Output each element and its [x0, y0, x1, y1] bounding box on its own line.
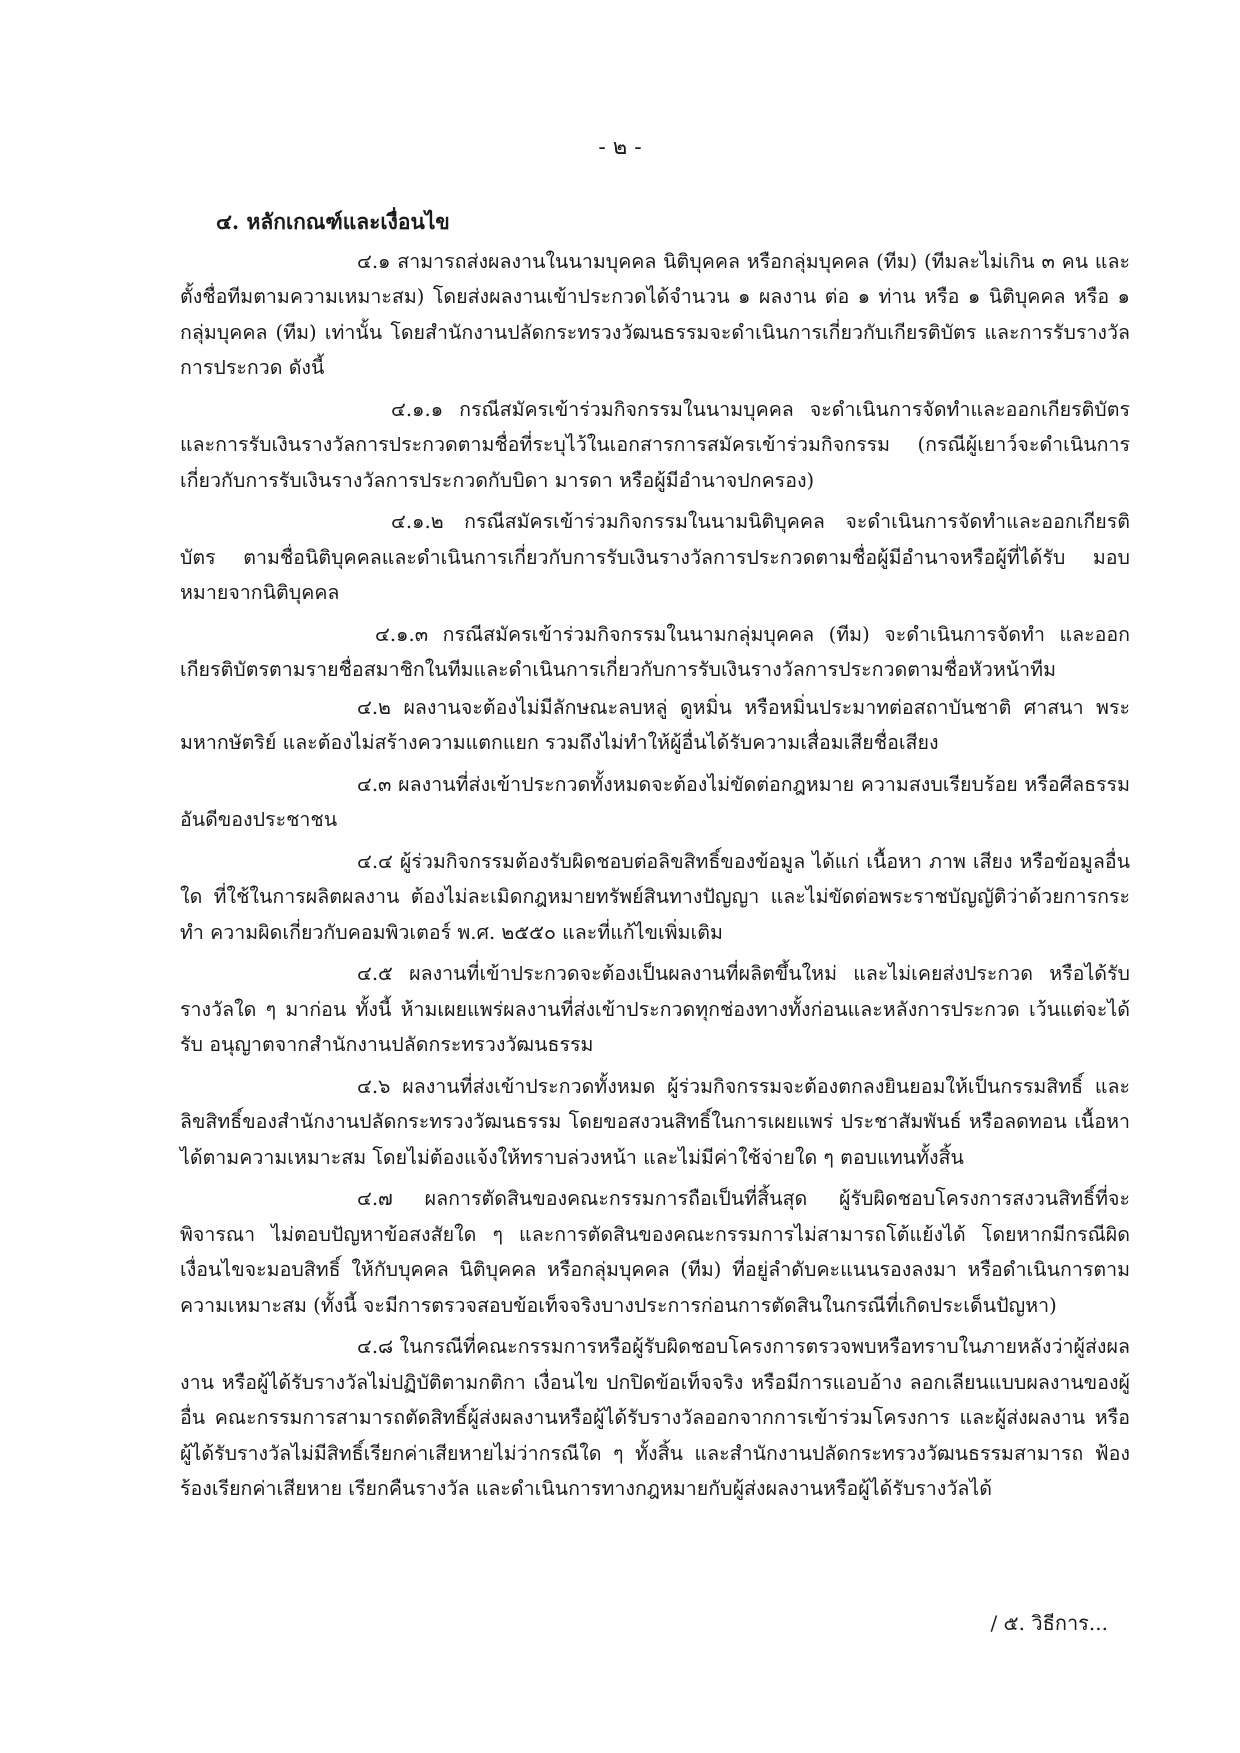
clause-4-1: ๔.๑ สามารถส่งผลงานในนามบุคคล นิติบุคคล หรือกลุ่มบุคคล (ทีม) (ทีมละไม่เกิน ๓ คน และตั้งชื่อทีมตามความเหมาะสม) โดยส่งผลงานเข้าประกวดได้จำนวน ๑ ผลงาน ต่อ ๑ ท่าน หรือ ๑ นิติบุคคล หรือ ๑ กลุ่มบุคคล (ทีม) เท่านั้น โดยสำนักงานปลัดกระทรวงวัฒนธรรมจะดำเนินการเกี่ยวกับเกียรติบัตร และการรับรางวัลการประกวด ดังนี้ [180, 249, 1130, 379]
clause-4-3: ๔.๓ ผลงานที่ส่งเข้าประกวดทั้งหมดจะต้องไม่ขัดต่อกฎหมาย ความสงบเรียบร้อย หรือศีลธรรมอันดีของประชาชน [180, 772, 1130, 831]
clause-4-1-2: ๔.๑.๒ กรณีสมัครเข้าร่วมกิจกรรมในนามนิติบุคคล จะดำเนินการจัดทำและออกเกียรติบัตร ตามชื่อนิติบุคคลและดำเนินการเกี่ยวกับการรับเงินรางวัลการประกวดตามชื่อผู้มีอำนาจหรือผู้ที่ได้รับ มอบหมายจากนิติบุคคล [180, 510, 1130, 604]
page-number: - ๒ - [598, 135, 642, 160]
clause-4-2: ๔.๒ ผลงานจะต้องไม่มีลักษณะลบหลู่ ดูหมิ่น หรือหมิ่นประมาทต่อสถาบันชาติ ศาสนา พระมหากษัตริย์ และต้องไม่สร้างความแตกแยก รวมถึงไม่ทำให้ผู้อื่นได้รับความเสื่อมเสียชื่อเสียง [180, 695, 1130, 754]
clause-4-4: ๔.๔ ผู้ร่วมกิจกรรมต้องรับผิดชอบต่อลิขสิทธิ์ของข้อมูล ได้แก่ เนื้อหา ภาพ เสียง หรือข้อมูลอื่นใด ที่ใช้ในการผลิตผลงาน ต้องไม่ละเมิดกฎหมายทรัพย์สินทางปัญญา และไม่ขัดต่อพระราชบัญญัติว่าด้วยการกระทำ ความผิดเกี่ยวกับคอมพิวเตอร์ พ.ศ. ๒๕๕๐ และที่แก้ไขเพิ่มเติม [180, 849, 1130, 944]
section-heading: ๔. หลักเกณฑ์และเงื่อนไข [216, 209, 450, 234]
clause-4-8: ๔.๘ ในกรณีที่คณะกรรมการหรือผู้รับผิดชอบโครงการตรวจพบหรือทราบในภายหลังว่าผู้ส่งผลงาน หรือผู้ได้รับรางวัลไม่ปฏิบัติตามกติกา เงื่อนไข ปกปิดข้อเท็จจริง หรือมีการแอบอ้าง ลอกเลียนแบบผลงานของผู้อื่น คณะกรรมการสามารถตัดสิทธิ์ผู้ส่งผลงานหรือผู้ได้รับรางวัลออกจากการเข้าร่วมโครงการ และผู้ส่งผลงาน หรือผู้ได้รับรางวัลไม่มีสิทธิ์เรียกค่าเสียหายไม่ว่ากรณีใด ๆ ทั้งสิ้น และสำนักงานปลัดกระทรวงวัฒนธรรมสามารถ ฟ้องร้องเรียกค่าเสียหาย เรียกคืนรางวัล และดำเนินการทางกฎหมายกับผู้ส่งผลงานหรือผู้ได้รับรางวัลได้ [180, 1335, 1130, 1500]
clause-4-5: ๔.๕ ผลงานที่เข้าประกวดจะต้องเป็นผลงานที่ผลิตขึ้นใหม่ และไม่เคยส่งประกวด หรือได้รับ รางวัลใด ๆ มาก่อน ทั้งนี้ ห้ามเผยแพร่ผลงานที่ส่งเข้าประกวดทุกช่องทางทั้งก่อนและหลังการประกวด เว้นแต่จะได้รับ อนุญาตจากสำนักงานปลัดกระทรวงวัฒนธรรม [180, 962, 1130, 1056]
clause-4-1-1: ๔.๑.๑ กรณีสมัครเข้าร่วมกิจกรรมในนามบุคคล จะดำเนินการจัดทำและออกเกียรติบัตร และการรับเงินรางวัลการประกวดตามชื่อที่ระบุไว้ในเอกสารการสมัครเข้าร่วมกิจกรรม (กรณีผู้เยาว์จะดำเนินการ เกี่ยวกับการรับเงินรางวัลการประกวดกับบิดา มารดา หรือผู้มีอำนาจปกครอง) [180, 397, 1130, 492]
document-body [180, 204, 1130, 1513]
continuation-marker: / ๕. วิธีการ... [990, 1611, 1108, 1635]
clause-4-1-3: ๔.๑.๓ กรณีสมัครเข้าร่วมกิจกรรมในนามกลุ่มบุคคล (ทีม) จะดำเนินการจัดทำ และออกเกียรติบัตรตามรายชื่อสมาชิกในทีมและดำเนินการเกี่ยวกับการรับเงินรางวัลการประกวดตามชื่อหัวหน้าทีม [180, 622, 1130, 681]
clause-4-6: ๔.๖ ผลงานที่ส่งเข้าประกวดทั้งหมด ผู้ร่วมกิจกรรมจะต้องตกลงยินยอมให้เป็นกรรมสิทธิ์ และลิขสิทธิ์ของสำนักงานปลัดกระทรวงวัฒนธรรม โดยขอสงวนสิทธิ์ในการเผยแพร่ ประชาสัมพันธ์ หรือลดทอน เนื้อหาได้ตามความเหมาะสม โดยไม่ต้องแจ้งให้ทราบล่วงหน้า และไม่มีค่าใช้จ่ายใด ๆ ตอบแทนทั้งสิ้น [180, 1074, 1130, 1169]
clause-4-7: ๔.๗ ผลการตัดสินของคณะกรรมการถือเป็นที่สิ้นสุด ผู้รับผิดชอบโครงการสงวนสิทธิ์ที่จะพิจารณา ไม่ตอบปัญหาข้อสงสัยใด ๆ และการตัดสินของคณะกรรมการไม่สามารถโต้แย้งได้ โดยหากมีกรณีผิดเงื่อนไขจะมอบสิทธิ์ ให้กับบุคคล นิติบุคคล หรือกลุ่มบุคคล (ทีม) ที่อยู่ลำดับคะแนนรองลงมา หรือดำเนินการตามความเหมาะสม (ทั้งนี้ จะมีการตรวจสอบข้อเท็จจริงบางประการก่อนการตัดสินในกรณีที่เกิดประเด็นปัญหา) [180, 1187, 1130, 1317]
